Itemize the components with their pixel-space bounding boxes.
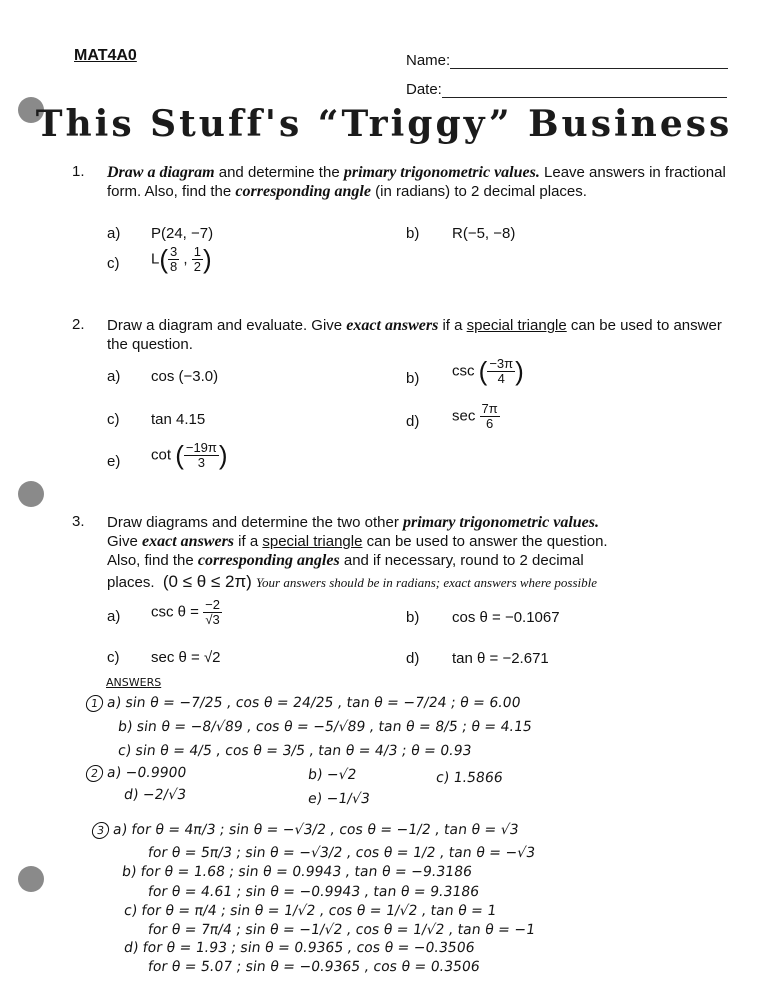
q2-text: Draw a diagram and evaluate. Give exact answers if a special triangle can be used to answer the question.: [107, 317, 722, 353]
date-field[interactable]: [406, 80, 727, 98]
q3a-value: csc θ = $\frac{-2}{√3}$: [151, 597, 220, 627]
q3-number: 3.: [72, 513, 85, 530]
q2-number: 2.: [72, 316, 85, 333]
q3c-label: c): [107, 649, 120, 666]
q2c-value: tan 4.15: [151, 411, 206, 428]
q2d-value: sec $\frac{7\pi}{6}$: [452, 401, 498, 431]
q1b-label: b): [406, 225, 420, 242]
answer-q2d: d) −2/√3: [122, 787, 188, 803]
q1a-label: a): [107, 225, 121, 242]
q1c-label: c): [107, 255, 120, 272]
q3b-label: b): [406, 609, 420, 626]
answer-q3c2: for θ = 7π/4 ; sin θ = −1/√2 , cos θ = 1/√2 , tan θ = −1: [146, 922, 537, 938]
course-code: MAT4A0: [74, 47, 137, 64]
q2c-label: c): [107, 411, 120, 428]
q3b-value: cos θ = −0.1067: [452, 609, 560, 626]
q1c-value: L( $\frac{3}{8}$ , $\frac{1}{2}$ ): [151, 244, 212, 274]
q3a-label: a): [107, 608, 121, 625]
answer-q3b1: b) for θ = 1.68 ; sin θ = 0.9943 , tan θ = −9.3186: [120, 864, 473, 880]
q1-text: Draw a diagram and determine the primary trigonometric values. Leave answers in fractional form. Also, find the corresponding angle (in radians) to 2 decimal places.: [107, 164, 726, 200]
answers-heading: ANSWERS: [106, 676, 162, 689]
q1b-value: R(−5, −8): [452, 225, 516, 242]
answer-q2a: 2 a) −0.9900: [85, 765, 188, 782]
q2b-value: csc ( $\frac{-3\pi}{4}$ ): [452, 356, 524, 386]
answer-q3b2: for θ = 4.61 ; sin θ = −0.9943 , tan θ = 9.3186: [146, 884, 481, 900]
q2e-label: e): [107, 453, 121, 470]
worksheet-title: This Stuff's “Triggy” Business: [35, 103, 733, 145]
q3c-value: sec θ = √2: [151, 649, 221, 666]
name-label: Name:: [406, 52, 451, 69]
name-field[interactable]: [406, 51, 728, 69]
q3d-label: d): [406, 650, 420, 667]
date-line[interactable]: [442, 80, 727, 98]
answer-q3d2: for θ = 5.07 ; sin θ = −0.9365 , cos θ = 0.3506: [146, 959, 481, 975]
name-line[interactable]: [450, 51, 728, 69]
answer-q1b: b) sin θ = −8/√89 , cos θ = −5/√89 , tan θ = 8/5 ; θ = 4.15: [116, 719, 533, 735]
q2b-label: b): [406, 370, 420, 387]
answer-q3a2: for θ = 5π/3 ; sin θ = −√3/2 , cos θ = 1/2 , tan θ = −√3: [146, 845, 537, 861]
answer-q2b: b) −√2: [306, 767, 358, 783]
q3-text: Draw diagrams and determine the two other primary trigonometric values. Give exact answers if a special triangle can be used to answer the question. Also, find the corresponding angles and if necessary, round to 2 decimal places. (0 ≤ θ ≤ 2π) Your answers should be in radians; exact answers where possible: [107, 514, 608, 591]
binder-hole: [18, 481, 44, 507]
q1-number: 1.: [72, 163, 85, 180]
binder-hole: [18, 866, 44, 892]
answer-q1a: 1 a) sin θ = −7/25 , cos θ = 24/25 , tan θ = −7/24 ; θ = 6.00: [85, 695, 522, 712]
answer-q3c1: c) for θ = π/4 ; sin θ = 1/√2 , cos θ = 1/√2 , tan θ = 1: [122, 903, 498, 919]
date-label: Date:: [406, 81, 442, 98]
q3d-value: tan θ = −2.671: [452, 650, 549, 667]
q2a-value: cos (−3.0): [151, 368, 219, 385]
q1a-value: P(24, −7): [151, 225, 214, 242]
q3-note: Your answers should be in radians; exact answers where possible: [256, 575, 598, 590]
answer-q2e: e) −1/√3: [306, 791, 371, 807]
answer-q2c: c) 1.5866: [434, 770, 504, 786]
q2a-label: a): [107, 368, 121, 385]
answer-q1c: c) sin θ = 4/5 , cos θ = 3/5 , tan θ = 4/3 ; θ = 0.93: [116, 743, 473, 759]
q2e-value: cot ( $\frac{-19\pi}{3}$ ): [151, 440, 228, 470]
answer-q3d1: d) for θ = 1.93 ; sin θ = 0.9365 , cos θ = −0.3506: [122, 940, 476, 956]
q2d-label: d): [406, 413, 420, 430]
answer-q3a1: 3 a) for θ = 4π/3 ; sin θ = −√3/2 , cos θ = −1/2 , tan θ = √3: [91, 822, 520, 839]
